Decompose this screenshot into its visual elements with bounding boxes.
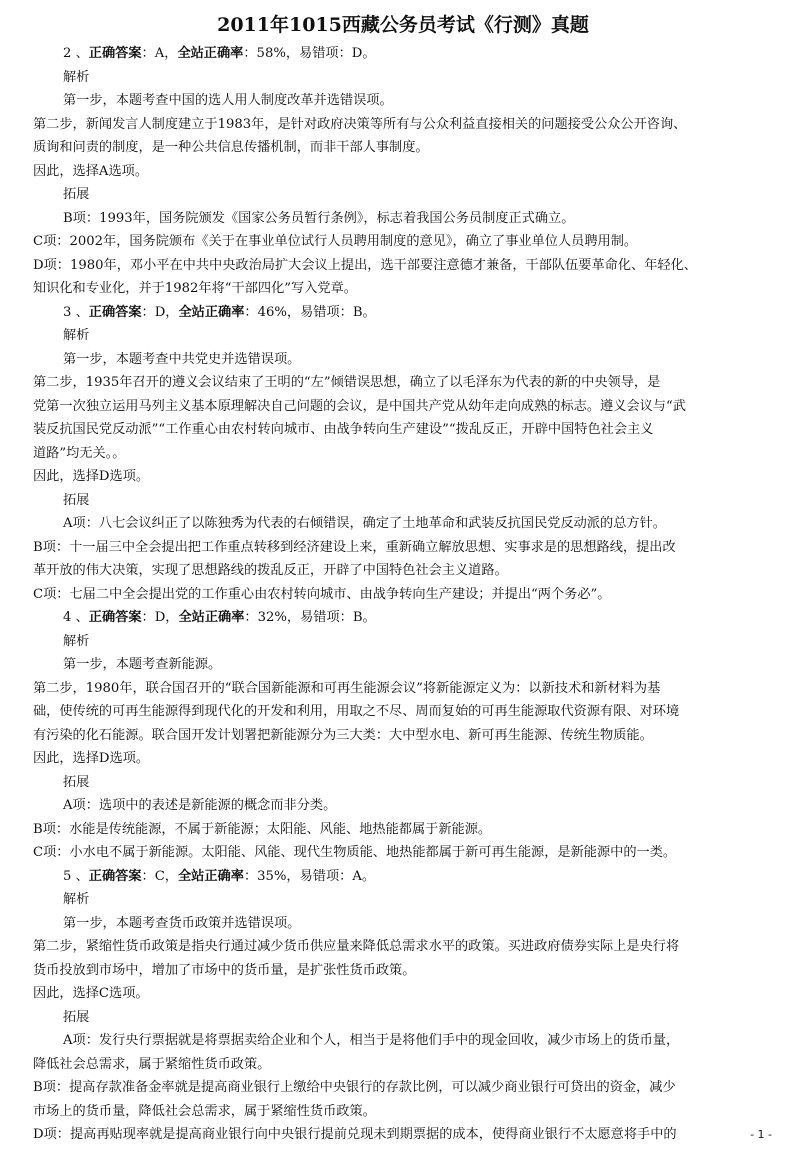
analysis-heading: 解析	[63, 328, 90, 343]
extend-heading: 拓展	[63, 774, 90, 790]
option-b: B项：水能是传统能源，不属于新能源；太阳能、风能、地热能都属于新能源。	[33, 821, 492, 837]
option-a: A项：选项中的表述是新能源的概念而非分类。	[63, 798, 337, 813]
option-b-cont: 市场上的货币量，降低社会总需求，属于紧缩性货币政策。	[33, 1103, 376, 1119]
step-one: 第一步，本题考查新能源。	[63, 657, 222, 672]
correct-label: 正确答案	[88, 610, 142, 625]
option-c: C项：2002年，国务院颁布《关于在事业单位试行人员聘用制度的意见》，确立了事业单位人员聘用制。	[33, 234, 638, 249]
step-two-cont: 质询和问责的制度，是一种公共信息传播机制，而非干部人事制度。	[33, 140, 429, 155]
rate-label: 全站正确率	[177, 46, 244, 61]
step-two: 第二步，1935年召开的遵义会议结束了王明的“左”倾错误思想，确立了以毛泽东为代表的新的中央领导，是	[33, 375, 661, 390]
correct-label: 正确答案	[88, 46, 142, 61]
step-two: 第二步，新闻发言人制度建立于1983年，是针对政府决策等所有与公众利益直接相关的问题接受公众公开咨询、	[33, 116, 687, 132]
step-two-cont: 有污染的化石能源。联合国开发计划署把新能源分为三大类：大中型水电、新可再生能源、传统生物质能。	[33, 727, 653, 743]
rate-value: ：58%，易错项：D。	[243, 46, 376, 61]
option-d: D项：1980年，邓小平在中共中央政治局扩大会议上提出，选干部要注意德才兼备，干部队伍要革命化、年轻化、	[33, 257, 697, 273]
question-number: 4 、	[63, 610, 89, 625]
extend-heading: 拓展	[63, 1009, 90, 1025]
question-number: 2 、	[63, 46, 89, 61]
step-two-cont: 础，使传统的可再生能源得到现代化的开发和利用，用取之不尽、周而复始的可再生能源取代资源有限、对环境	[33, 704, 680, 719]
correct-label: 正确答案	[88, 304, 142, 320]
step-one: 第一步，本题考查中国的选人用人制度改革并选错误项。	[63, 93, 393, 108]
rate-value: ：32%，易错项：B。	[244, 610, 376, 625]
document-page	[33, 10, 773, 1147]
answer-line	[33, 301, 773, 325]
rate-value: ：46%，易错项：B。	[244, 304, 376, 320]
option-b: B项：提高存款准备金率就是提高商业银行上缴给中央银行的存款比例，可以减少商业银行可贷出的资金，减少	[33, 1080, 676, 1095]
question-number: 5 、	[63, 868, 89, 884]
option-a: A项：八七会议纠正了以陈独秀为代表的右倾错误，确定了土地革命和武装反抗国民党反动派的总方针。	[63, 516, 666, 531]
conclusion: 因此，选择D选项。	[33, 469, 150, 484]
option-b: B项：十一届三中全会提出把工作重点转移到经济建设上来，重新确立解放思想、实事求是的思想路线，提出改	[33, 539, 676, 555]
correct-value: ：D，	[141, 304, 179, 320]
correct-label: 正确答案	[88, 868, 142, 884]
analysis-heading: 解析	[63, 633, 90, 649]
conclusion: 因此，选择A选项。	[33, 163, 149, 179]
option-c: C项：七届二中全会提出党的工作重心由农村转向城市、由战争转向生产建设；并提出“两个务必”。	[33, 586, 611, 602]
option-d: D项：提高再贴现率就是提高商业银行向中央银行提前兑现未到期票据的成本，使得商业银行不太愿意将手中的	[33, 1127, 677, 1142]
correct-value: ：A，	[141, 46, 178, 61]
question-5	[33, 865, 773, 1147]
correct-value: ：D，	[141, 610, 179, 625]
question-3	[33, 301, 773, 607]
step-two-cont: 道路”均无关。。	[33, 445, 126, 461]
page-title: 2011年1015西藏公务员考试《行测》真题	[217, 14, 589, 36]
question-2	[33, 42, 773, 301]
question-4	[33, 606, 773, 865]
analysis-heading: 解析	[63, 892, 90, 907]
rate-label: 全站正确率	[178, 868, 244, 884]
question-number: 3 、	[63, 304, 89, 320]
answer-line	[33, 42, 773, 66]
step-two-cont: 党第一次独立运用马列主义基本原理解决自己问题的会议，是中国共产党从幼年走向成熟的标志。遵义会议与“武	[33, 398, 686, 414]
answer-line	[33, 606, 773, 630]
rate-label: 全站正确率	[178, 610, 245, 625]
conclusion: 因此，选择D选项。	[33, 751, 150, 766]
step-two-cont: 货币投放到市场中，增加了市场中的货币量，是扩张性货币政策。	[33, 962, 416, 978]
step-two: 第二步，1980年，联合国召开的“联合国新能源和可再生能源会议”将新能源定义为：以新技术和新材料为基	[33, 680, 661, 696]
answer-line	[33, 865, 773, 889]
analysis-heading: 解析	[63, 69, 90, 85]
extend-heading: 拓展	[63, 187, 90, 202]
step-two: 第二步，紧缩性货币政策是指央行通过减少货币供应量来降低总需求水平的政策。买进政府债券实际上是央行将	[33, 939, 680, 954]
option-d-cont: 知识化和专业化，并于1982年将“干部四化”写入党章。	[33, 281, 357, 296]
option-b: B项：1993年，国务院颁发《国家公务员暂行条例》，标志着我国公务员制度正式确立。	[63, 210, 575, 226]
page-number: - 1 -	[750, 1128, 772, 1141]
rate-value: ：35%，易错项：A。	[243, 868, 376, 884]
step-one: 第一步，本题考查货币政策并选错误项。	[63, 915, 301, 931]
step-two-cont: 装反抗国民党反动派”“工作重心由农村转向城市、由战争转向生产建设”“拨乱反正，开辟中国特色社会主义	[33, 422, 654, 437]
correct-value: ：C，	[141, 868, 178, 884]
option-b-cont: 革开放的伟大决策，实现了思想路线的拨乱反正，开辟了中国特色社会主义道路。	[33, 563, 508, 578]
step-one: 第一步，本题考查中共党史并选错误项。	[63, 351, 301, 367]
rate-label: 全站正确率	[178, 304, 245, 320]
extend-heading: 拓展	[63, 492, 90, 508]
option-c: C项：小水电不属于新能源。太阳能、风能、现代生物质能、地热能都属于新可再生能源，是新能源中的一类。	[33, 845, 677, 860]
conclusion: 因此，选择C选项。	[33, 986, 149, 1001]
option-a-cont: 降低社会总需求，属于紧缩性货币政策。	[33, 1056, 271, 1072]
option-a: A项：发行央行票据就是将票据卖给企业和个人，相当于是将他们手中的现金回收，减少市场上的货币量，	[63, 1033, 680, 1048]
